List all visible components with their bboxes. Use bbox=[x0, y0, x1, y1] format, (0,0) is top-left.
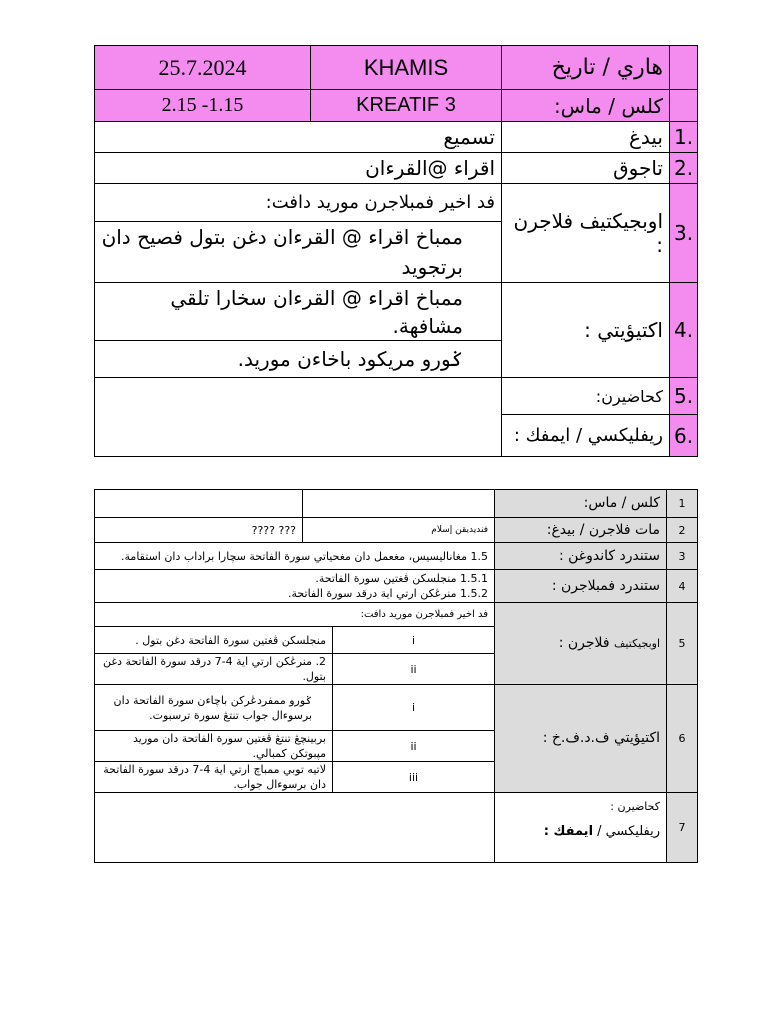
objektif-intro-2: فد اخير فمبلاجرن موريد دافت: bbox=[95, 603, 495, 627]
impak-label: ايمفك : bbox=[543, 824, 594, 839]
refleksi-label: ريفليكسي / ايمفك : bbox=[502, 415, 670, 457]
row-number: 2 bbox=[667, 518, 698, 543]
aktiviti-item-roman: ii bbox=[333, 731, 495, 762]
date-cell: 25.7.2024 bbox=[95, 46, 311, 90]
bidang-label: بيدغ bbox=[502, 122, 670, 153]
kehadiran-refleksi-cell bbox=[495, 793, 667, 863]
standard-kandungan-label: ستندرد كاندوغن : bbox=[495, 543, 667, 570]
aktiviti-pdpc-label: اكتيؤيتي ف.د.ف.خ : bbox=[495, 685, 667, 793]
hari-tarikh-label: هاري / تاريخ bbox=[502, 46, 670, 90]
aktiviti-value-2: ݢورو مريكود باخاءن موريد. bbox=[95, 341, 502, 378]
objektif-item-roman: ii bbox=[333, 654, 495, 685]
row-number: 4. bbox=[670, 283, 698, 378]
refleksi-label-2: ريفليكسي / bbox=[593, 824, 660, 839]
row-number: 5 bbox=[667, 603, 698, 685]
kelas-masa-label-2: كلس / ماس: bbox=[495, 490, 667, 518]
aktiviti-item: ݢورو ممفردڠرکن باچاءن سورة الفاتحة دان برسوءال جواب تنتڠ سورة ترسبوت. bbox=[95, 685, 333, 731]
standard-pembelajaran-line-1: 1.5.1 منجلسكن ڤغتين سورة الفاتحة. bbox=[315, 572, 488, 585]
objektif-value: ممباخ اقراء @ القرءان دغن بتول فصيح دان برتجويد bbox=[95, 222, 502, 283]
blank-cell bbox=[303, 490, 495, 518]
kelas-masa-label: كلس / ماس: bbox=[502, 90, 670, 122]
row-number: 6. bbox=[670, 415, 698, 457]
tajuk-label: تاجوق bbox=[502, 153, 670, 184]
standard-pembelajaran-value bbox=[95, 570, 495, 603]
standard-pembelajaran-line-2: 1.5.2 منرڠكن ارتي اية درقد سورة الفاتحة. bbox=[288, 587, 488, 600]
kehadiran-label-2: كحاضيرن : bbox=[610, 800, 660, 813]
aktiviti-item-roman: i bbox=[333, 685, 495, 731]
row-number: 3 bbox=[667, 543, 698, 570]
blank-cell bbox=[95, 378, 502, 457]
time-cell: 2.15 -1.15 bbox=[95, 90, 311, 122]
row-number: 2. bbox=[670, 153, 698, 184]
row-number: 4 bbox=[667, 570, 698, 603]
blank-cell bbox=[95, 490, 303, 518]
blank-cell bbox=[95, 793, 495, 863]
aktiviti-label: اكتيؤيتي : bbox=[502, 283, 670, 378]
row-number: 7 bbox=[667, 793, 698, 863]
standard-pembelajaran-label: ستندرد فمبلاجرن : bbox=[495, 570, 667, 603]
row-number: 3. bbox=[670, 184, 698, 283]
objektif-item: 2. منرڠكن ارتي اية 4-7 درقد سورة الفاتحة دغن بتول. bbox=[95, 654, 333, 685]
subject-name: فنديديقن إسلام bbox=[303, 518, 495, 543]
objektif-item-roman: i bbox=[333, 627, 495, 654]
objektif-label: اوبجيكتيف فلاجرن : bbox=[502, 184, 670, 283]
row-number: 1. bbox=[670, 122, 698, 153]
standard-kandungan-value: 1.5 مغاناليسيس، مغعمل دان مغحياتي سورة الفاتحة سچارا براداب دان استقامة. bbox=[95, 543, 495, 570]
blank-num-cell bbox=[670, 90, 698, 122]
aktiviti-item: لاتيه توبي ممباچ ارتي اية 4-7 درقد سورة الفاتحة دان برسوءال جواب. bbox=[95, 762, 333, 793]
aktiviti-value: ممباخ اقراء @ القرءان سخارا تلقي مشافهة. bbox=[95, 283, 502, 341]
bidang-value: تسميع bbox=[95, 122, 502, 153]
objektif-intro: فد اخير فمبلاجرن موريد دافت: bbox=[95, 184, 502, 222]
row-number: 1 bbox=[667, 490, 698, 518]
blank-num-cell bbox=[670, 46, 698, 90]
subject-code: ??? ???? bbox=[95, 518, 303, 543]
mata-pelajaran-label: مات فلاجرن / بيدغ: bbox=[495, 518, 667, 543]
row-number: 6 bbox=[667, 685, 698, 793]
aktiviti-item: بربينچڠ تنتڠ ڤغتين سورة الفاتحة دان موريد مڽبوتکن کمبالي. bbox=[95, 731, 333, 762]
lesson-plan-table-top bbox=[94, 45, 698, 457]
objektif-label-2 bbox=[495, 603, 667, 685]
kehadiran-label: كحاضيرن: bbox=[502, 378, 670, 415]
aktiviti-item-roman: iii bbox=[333, 762, 495, 793]
objektif-label-b: فلاجرن : bbox=[558, 635, 610, 651]
lesson-plan-table-bottom bbox=[94, 489, 698, 863]
row-number: 5. bbox=[670, 378, 698, 415]
day-cell: KHAMIS bbox=[311, 46, 502, 90]
tajuk-value: اقراء @القرءان bbox=[95, 153, 502, 184]
class-cell: KREATIF 3 bbox=[311, 90, 502, 122]
objektif-item: منجلسكن ڤغتين سورة الفاتحة دغن بتول . bbox=[95, 627, 333, 654]
objektif-label-a: اوبجيكتيف bbox=[614, 637, 660, 650]
